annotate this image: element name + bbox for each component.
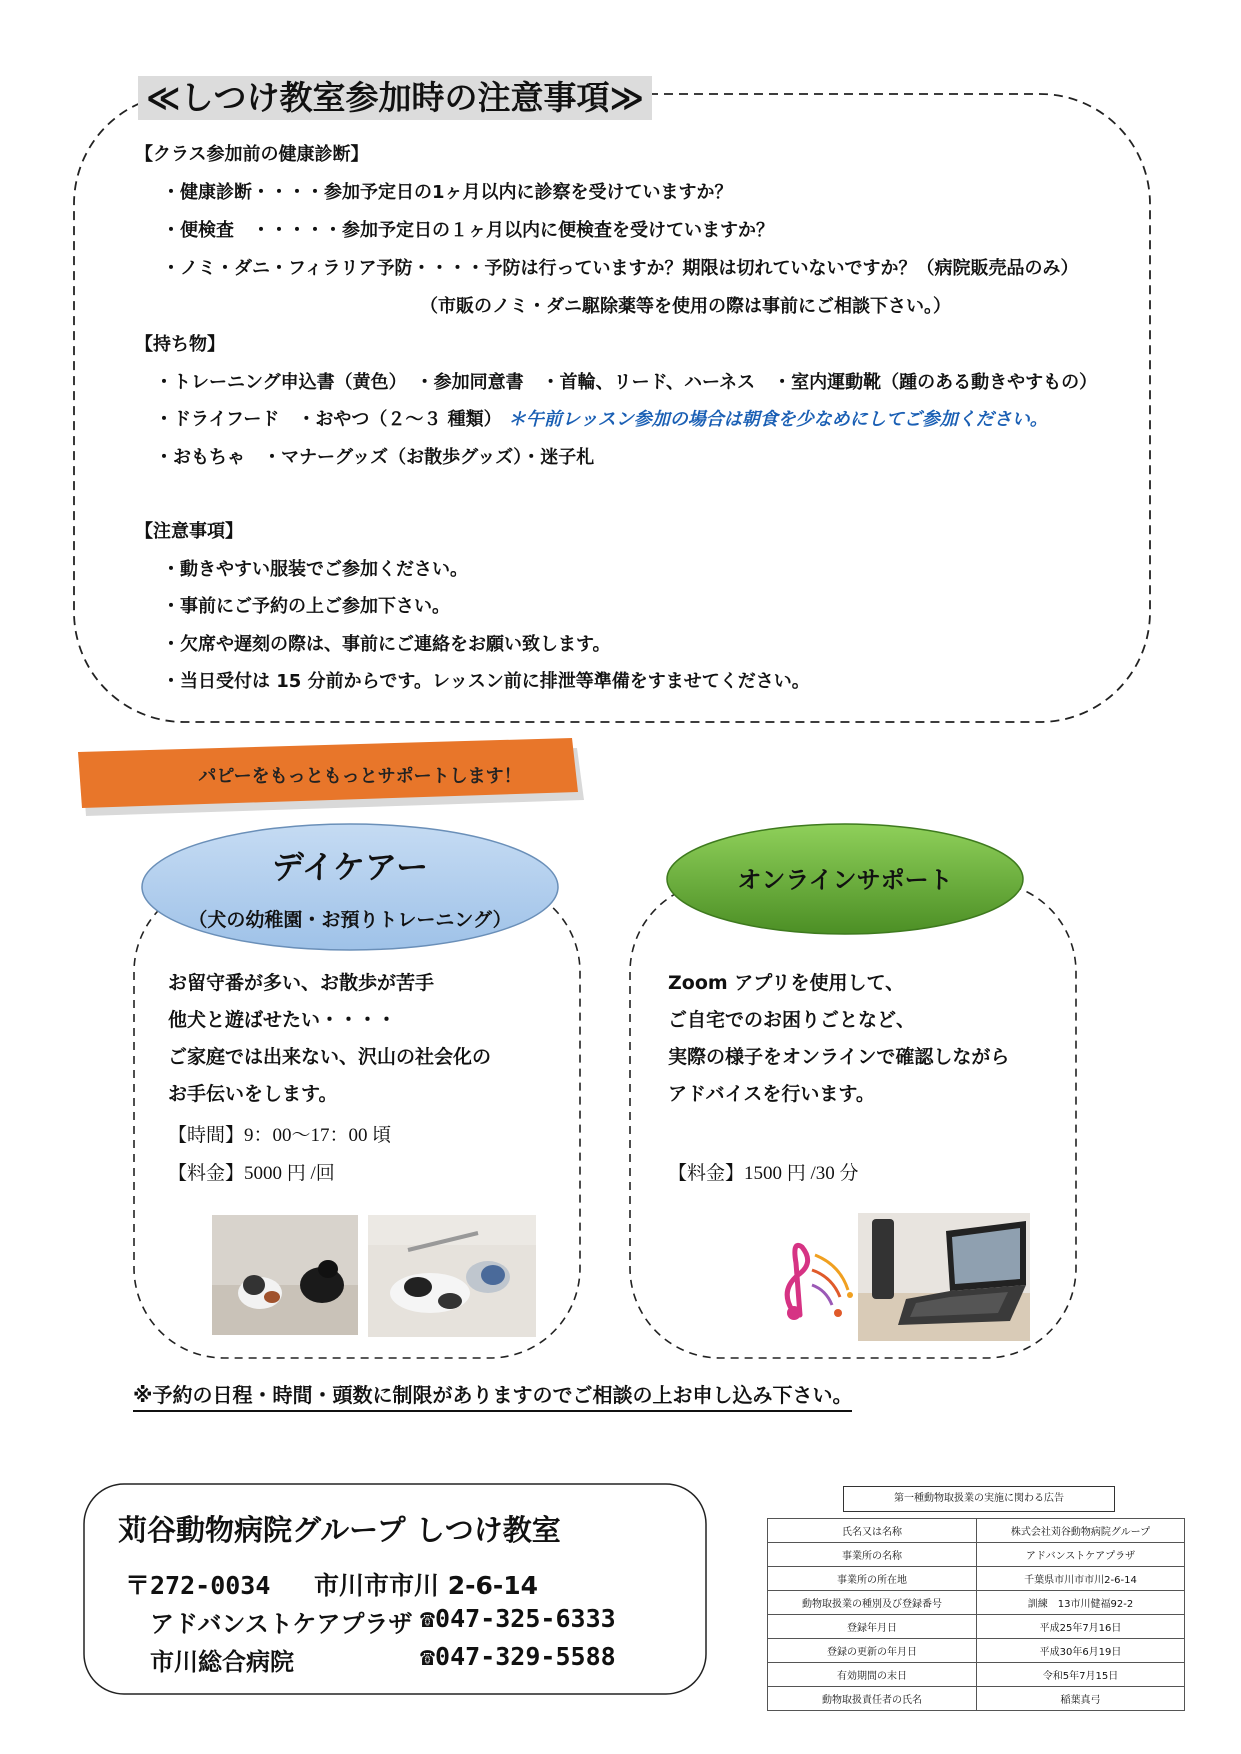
health-line: ・健康診断・・・・参加予定日の1ヶ月以内に診察を受けていますか？: [162, 182, 733, 203]
dog-resting-photo: [368, 1215, 536, 1337]
daycare-time: 【時間】9：00～17：00 頃: [168, 1125, 392, 1146]
online-line: ご自宅でのお困りごとなど、: [668, 1009, 916, 1031]
branch-ichikawa-hospital: 市川総合病院: [150, 1648, 294, 1676]
ribbon-text: パピーをもっともっとサポートします！: [198, 766, 522, 787]
daycare-title: デイケアー: [271, 848, 429, 886]
table-cell: 平成25年7月16日: [977, 1615, 1185, 1639]
table-cell: 稲葉真弓: [977, 1687, 1185, 1711]
phone-advanced-care[interactable]: ☎047-325-6333: [420, 1604, 616, 1633]
health-heading: 【クラス参加前の健康診断】: [135, 144, 369, 165]
caution-line: ・当日受付は 15 分前からです。レッスン前に排泄等準備をすませてください。: [162, 671, 810, 692]
cautions-heading: 【注意事項】: [135, 521, 243, 542]
table-cell: 動物取扱責任者の氏名: [768, 1687, 977, 1711]
table-cell: 登録の更新の年月日: [768, 1639, 977, 1663]
table-cell: 登録年月日: [768, 1615, 977, 1639]
items-line: ・おもちゃ ・マナーグッズ（お散歩グッズ）・迷子札: [155, 447, 595, 468]
morning-lesson-note: ＊午前レッスン参加の場合は朝食を少なめにしてご参加ください。: [507, 409, 1048, 430]
registration-table: [767, 1518, 1185, 1711]
table-cell: 事業所の名称: [768, 1543, 977, 1567]
table-cell: 株式会社苅谷動物病院グループ: [977, 1519, 1185, 1543]
postal-code: 〒272-0034: [125, 1571, 271, 1600]
daycare-line: ご家庭では出来ない、沢山の社会化の: [168, 1046, 492, 1068]
items-heading: 【持ち物】: [135, 334, 225, 355]
items-line: [155, 405, 1048, 431]
health-line: ・ノミ・ダニ・フィラリア予防・・・・予防は行っていますか？期限は切れていないですか？（病院販売品のみ）: [162, 258, 1079, 279]
table-cell: 千葉県市川市市川2-6-14: [977, 1567, 1185, 1591]
table-row: [768, 1639, 1185, 1663]
items-line2-text: ・ドライフード ・おやつ（２～３ 種類）: [155, 409, 502, 430]
table-row: [768, 1543, 1185, 1567]
daycare-line: 他犬と遊ばせたい・・・・: [168, 1009, 397, 1031]
table-row: [768, 1615, 1185, 1639]
daycare-line: お留守番が多い、お散歩が苦手: [168, 972, 435, 994]
music-note-icon: [770, 1235, 860, 1325]
online-fee: 【料金】1500 円 /30 分: [668, 1163, 859, 1184]
notice-title: ≪しつけ教室参加時の注意事項≫: [138, 76, 652, 120]
online-line: アドバイスを行います。: [668, 1083, 875, 1105]
table-row: [768, 1591, 1185, 1615]
table-cell: アドバンストケアプラザ: [977, 1543, 1185, 1567]
table-cell: 令和5年7月15日: [977, 1663, 1185, 1687]
table-cell: 動物取扱業の種別及び登録番号: [768, 1591, 977, 1615]
daycare-subtitle: （犬の幼稚園・お預りトレーニング）: [188, 909, 512, 931]
health-line: （市販のノミ・ダニ駆除薬等を使用の際は事前にご相談下さい。）: [420, 296, 951, 317]
daycare-fee: 【料金】5000 円 /回: [168, 1163, 335, 1184]
caution-line: ・事前にご予約の上ご参加下さい。: [162, 596, 450, 617]
phone-ichikawa-hospital[interactable]: ☎047-329-5588: [420, 1642, 616, 1671]
table-cell: 事業所の所在地: [768, 1567, 977, 1591]
online-title: オンラインサポート: [737, 866, 953, 894]
branch-advanced-care: アドバンストケアプラザ: [150, 1610, 413, 1638]
address: 市川市市川 2-6-14: [314, 1571, 539, 1600]
reservation-note: ※予約の日程・時間・頭数に制限がありますのでご相談の上お申し込み下さい。: [133, 1379, 852, 1412]
table-cell: 訓練 13市川健福92-2: [977, 1591, 1185, 1615]
health-line: ・便検査 ・・・・・参加予定日の１ヶ月以内に便検査を受けていますか？: [162, 220, 774, 241]
table-row: [768, 1519, 1185, 1543]
table-row: [768, 1687, 1185, 1711]
caution-line: ・動きやすい服装でご参加ください。: [162, 559, 468, 580]
table-row: [768, 1663, 1185, 1687]
table-cell: 有効期間の末日: [768, 1663, 977, 1687]
online-line: 実際の様子をオンラインで確認しながら: [668, 1046, 1010, 1068]
laptop-zoom-photo: [858, 1213, 1030, 1341]
items-line: ・トレーニング申込書（黄色） ・参加同意書 ・首輪、リード、ハーネス ・室内運動靴（踵のある動きやすもの）: [155, 372, 1098, 393]
table-row: [768, 1567, 1185, 1591]
table-cell: 平成30年6月19日: [977, 1639, 1185, 1663]
caution-line: ・欠席や遅刻の際は、事前にご連絡をお願い致します。: [162, 634, 611, 655]
registration-caption: 第一種動物取扱業の実施に関わる広告: [843, 1486, 1115, 1512]
daycare-line: お手伝いをします。: [168, 1083, 338, 1105]
table-cell: 氏名又は名称: [768, 1519, 977, 1543]
dogs-playing-photo: [212, 1215, 358, 1335]
footer-org-name: 苅谷動物病院グループ しつけ教室: [118, 1513, 561, 1547]
online-line: Zoom アプリを使用して、: [668, 972, 905, 994]
